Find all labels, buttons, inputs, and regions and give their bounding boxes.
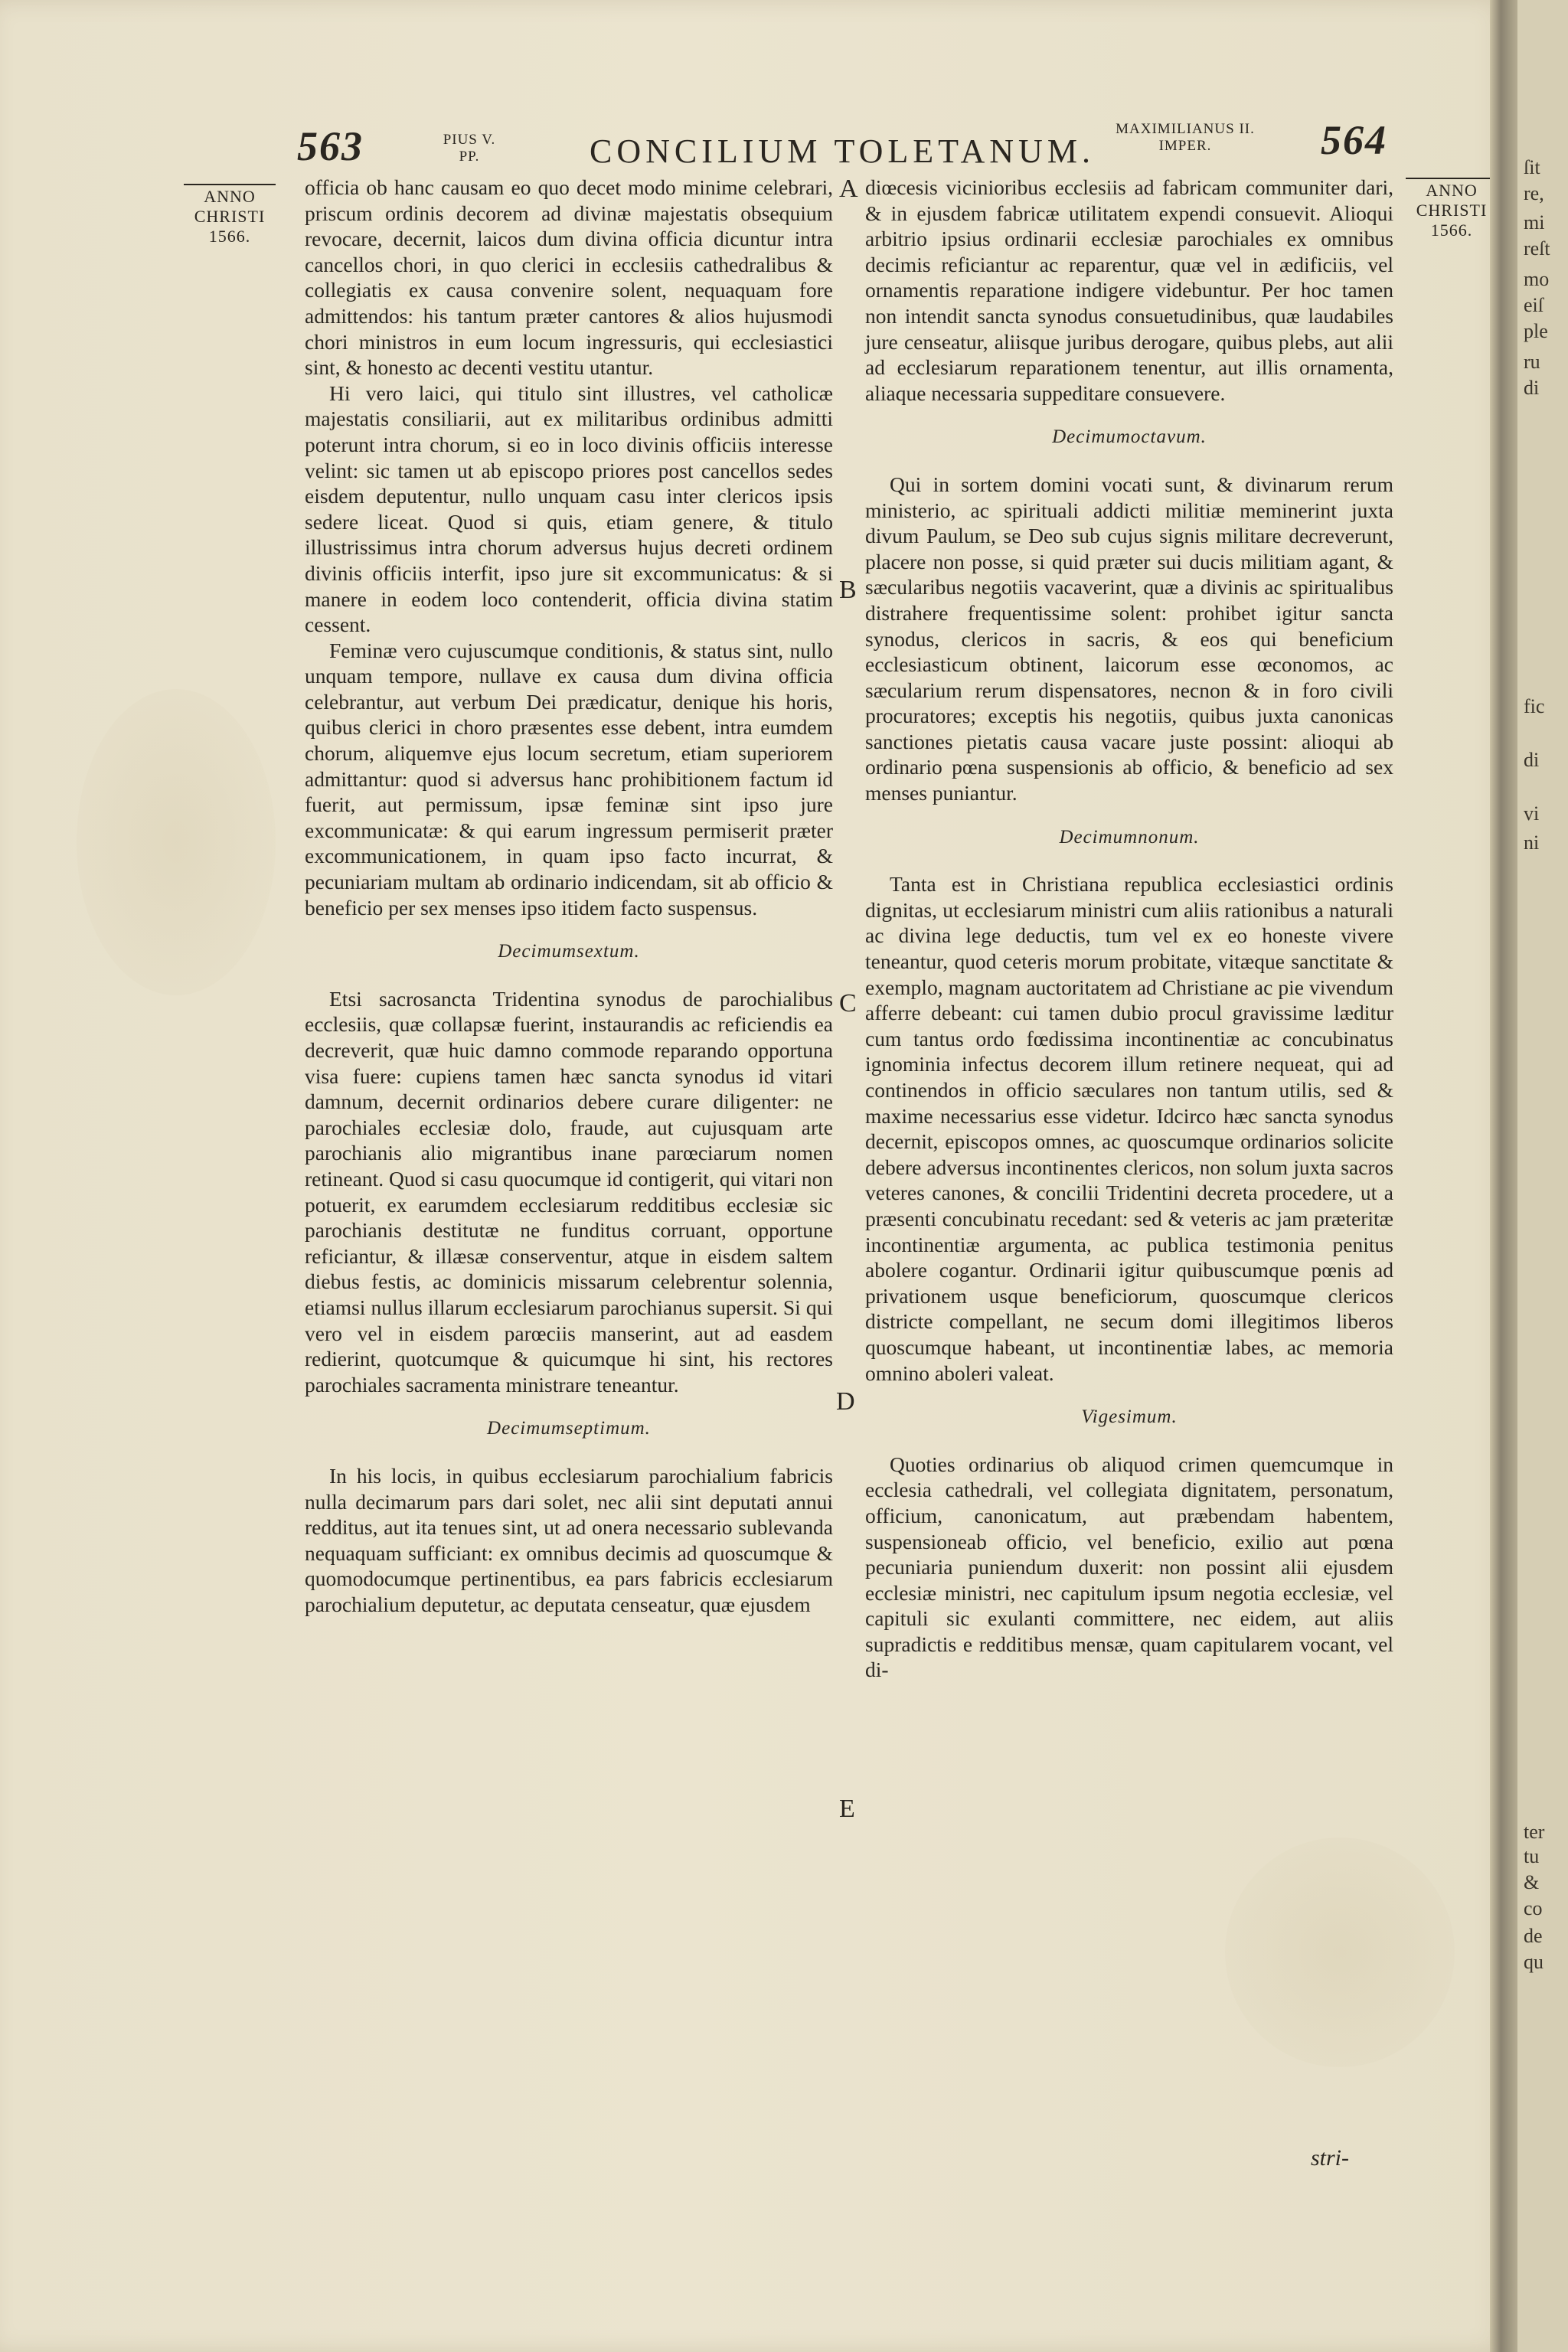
margin-letter-e: E bbox=[839, 1795, 855, 1823]
paragraph: officia ob hanc causam eo quo decet modo minime celebrari, priscum ordinis decorem ad divinæ majestatis obsequium revocare, decernit, laicos dum divina officia dicuntur intra cancellos chori, in quo clerici in ecclesiis cathedralibus & collegiatis ex causa convenire solent, nequaquam fore admittendos: his tantum præter cantores & alios hujusmodi chori ministros in eum locum ingressuris, qui ecclesiastici sint, & honesto ac decenti vestitu utantur. bbox=[305, 175, 833, 380]
margin-letter-d: D bbox=[836, 1387, 855, 1416]
paragraph: In his locis, in quibus ecclesiarum parochialium fabricis nulla decimarum pars dari solet, nec alii sint deputati annui redditus, aut ita tenues sint, ut ad onera necessario sublevanda nequaquam sufficiant: ex omnibus decimis ad quoscumque & quomodocumque pertinentibus, ea pars fabricis ecclesiarum parochialium deputetur, ac deputata censeatur, quæ ejusdem bbox=[305, 1463, 833, 1616]
right-page-number: 564 bbox=[1321, 117, 1387, 163]
catchword: stri- bbox=[1311, 2145, 1350, 2171]
section-heading: Decimumnonum. bbox=[1059, 826, 1200, 848]
right-text-column bbox=[865, 175, 1393, 1683]
anno-rule bbox=[1406, 178, 1498, 179]
paragraph: Tanta est in Christiana republica ecclesiastici ordinis dignitas, ut ecclesiarum ministri cum aliis rationibus a naturali ac divina lege deductis, tum vel ex eo honeste vivere teneantur, quod ceteris morum probitate, vitæque sanctitate & exemplo, magnam auctoritatem ad Christiane ac pie vivendum afferre debeant: cui tamen dubio procul gravissime læditur cum tantus ordo fœdissima incontinentiæ ac concubinatus ignominia infectus decorem illum retinere nequeat, qui ad continendos in officio sæculares non tantum utilis, sed & maxime necessarius esse videtur. Idcirco hæc sancta synodus decernit, episcopos omnes, ac quoscumque ordinarios solicite debere adversus incontinentes clericos, non solum juxta sacros veteres canones, & concilii Tridentini decreta procedere, ut a præsenti concubinatu recedant: sed & veteris ac jam præteritæ incontinentiæ argumenta, ac publica testimonia penitus abolere cogantur. Ordinarii igitur quibuscumque pœnis ad privationem usque beneficiorum, quoscumque clericos districte compellant, ne secum domi illegitimos liberos quoscumque habeant, ut incontinentiæ labes, ac memoria omnino aboleri valeat. bbox=[865, 872, 1393, 1385]
anno-note-left: ANNO CHRISTI 1566. bbox=[184, 184, 276, 247]
paper-stain bbox=[77, 689, 276, 995]
emperor-note: MAXIMILIANUS II. IMPER. bbox=[1116, 121, 1255, 154]
margin-letter-b: B bbox=[839, 576, 857, 604]
section-heading: Decimumoctavum. bbox=[1052, 426, 1207, 448]
paragraph: Etsi sacrosancta Tridentina synodus de parochialibus ecclesiis, quæ collapsæ fuerint, instaurandis ac reficiendis ea decreverit, quæ huic damno commode reparando opportuna visa fuere: cupiens tamen hæc sancta synodus id vitari damnum, decernit ordinarios debere curare diligenter: ne parochiales ecclesiæ dolo, fraude, aut cujusquam arte parochianis alio migrantibus inane parœciarum nomen retineant. Quod si casu quocumque id contigerit, qui vitari non potuerit, ex earumdem ecclesiarum redditibus ecclesiæ sic parochianis destitutæ ne funditus corruant, opportune reficiantur, & illæsæ conserventur, atque in eisdem saltem diebus festis, ac dominicis missarum celebrentur solennia, etiamsi nullus illarum ecclesiarum parochianus supersit. Si qui vero vel in eisdem parœciis manserint, aut ad easdem redierint, quotcumque & quicumque hi sint, his rectores parochiales sacramenta ministrare teneantur. bbox=[305, 986, 833, 1396]
paragraph: Qui in sortem domini vocati sunt, & divinarum rerum ministerio, ac spirituali addicti militiæ meminerint juxta divum Paulum, se Deo sub cujus signis militare decreverunt, placere non posse, si quid præter sui ducis militiam agant, & sæcularibus negotiis vacaverint, quæ a divinis ac spiritualibus distrahere frequentissime solent: prohibet igitur sancta synodus, clericos in sacris, & eos qui beneficium ecclesiasticum obtinent, laicorum esse œconomos, ac sæcularium rerum dispensatores, necnon & in foro civili procuratores; exceptis his negotiis, quibus juxta canonicas sanctiones pietatis causa vacare juste possint: alioqui ab ordinario pœna suspensionis ab officio, & beneficio ad sex menses puniantur. bbox=[865, 472, 1393, 805]
left-text-column bbox=[305, 175, 833, 1617]
section-heading: Decimumsextum. bbox=[498, 941, 640, 962]
paragraph: Hi vero laici, qui titulo sint illustres, vel catholicæ majestatis consiliarii, aut ex militaribus ordinibus admitti poterunt intra chorum, si eo in loco divinis officiis interesse velint: sic tamen ut ab episcopo priores post cancellos sedes eisdem deputentur, nullo unquam casu inter clericos ipsis sedere liceat. Quod si quis, etiam genere, & titulo illustrissimus intra chorum adversus hujus decreti ordinem divinis officiis interfit, ipso jure sit excommunicatus: & si manere in eodem loco contenderit, officia divina statim cessent. bbox=[305, 381, 833, 637]
book-gutter bbox=[1490, 0, 1517, 2352]
margin-letter-c: C bbox=[839, 989, 857, 1018]
left-page-number: 563 bbox=[297, 123, 364, 169]
paragraph: Feminæ vero cujuscumque conditionis, & status sint, nullo unquam tempore, nullave ex causa dum divina officia celebrantur, aut verbum Dei prædicatur, denique his horis, quibus clerici in choro præsentes esse debent, intra eumdem chorum, aliquemve ejus locum secretum, etiam superiorem admittantur: quod si adversus hanc prohibitionem factum id fuerit, aut permissum, ipsæ feminæ sint ipso jure excommunicatæ: & qui earum ingressum permiserit præter excommunicationem, in quam ipso facto incurrat, & pecuniariam multam ab ordinario indicendam, sit ab officio & beneficio per sex menses ipso itidem facto suspensus. bbox=[305, 638, 833, 920]
running-title: CONCILIUM TOLETANUM. bbox=[590, 132, 1095, 170]
paragraph: Quoties ordinarius ob aliquod crimen quemcumque in ecclesia cathedrali, vel collegiata dignitatem, personatum, officium, canonicatum, aut præbendam habentem, suspensioneab officio, vel beneficio, exilio aut pœna pecuniaria puniendum duxerit: non possint alii ejusdem ecclesiæ ministri, nec capitulum ipsum negotia ecclesiæ, vel capituli sic exulanti committere, nec eidem, aut aliis supradictis e redditibus mensæ, quam capitularem vocant, vel di- bbox=[865, 1452, 1393, 1682]
margin-letter-a: A bbox=[839, 175, 858, 203]
pope-note: PIUS V. PP. bbox=[443, 132, 496, 165]
adjacent-page-edge: ſit re, mi reſt mo eiſ ple ru di fic di vi ni ter tu & co de qu bbox=[1517, 0, 1568, 2352]
section-heading: Decimumseptimum. bbox=[487, 1418, 651, 1439]
section-heading: Vigesimum. bbox=[1081, 1406, 1178, 1428]
anno-rule bbox=[184, 184, 276, 185]
paper-stain bbox=[1225, 1838, 1455, 2067]
paragraph: diœcesis vicinioribus ecclesiis ad fabricam communiter dari, & in ejusdem fabricæ utilitatem expendi consuevit. Alioqui arbitrio ipsius ordinarii ecclesiæ parochiales ex omnibus decimis reficiantur ac reparentur, quæ vel in ædificiis, vel ornamentis reparatione indigere videbuntur. Per hoc tamen non intendit sancta synodus consuetudinibus, quæ laudabiles jure censeatur, aliisque juribus derogare, quibus plebs, aut alii ad ecclesiarum reparationem tenentur, aut illis ornamenta, aliaque necessaria suppeditare consuevere. bbox=[865, 175, 1393, 405]
anno-note-right: ANNO CHRISTI 1566. bbox=[1406, 178, 1498, 240]
running-header bbox=[0, 115, 1507, 176]
